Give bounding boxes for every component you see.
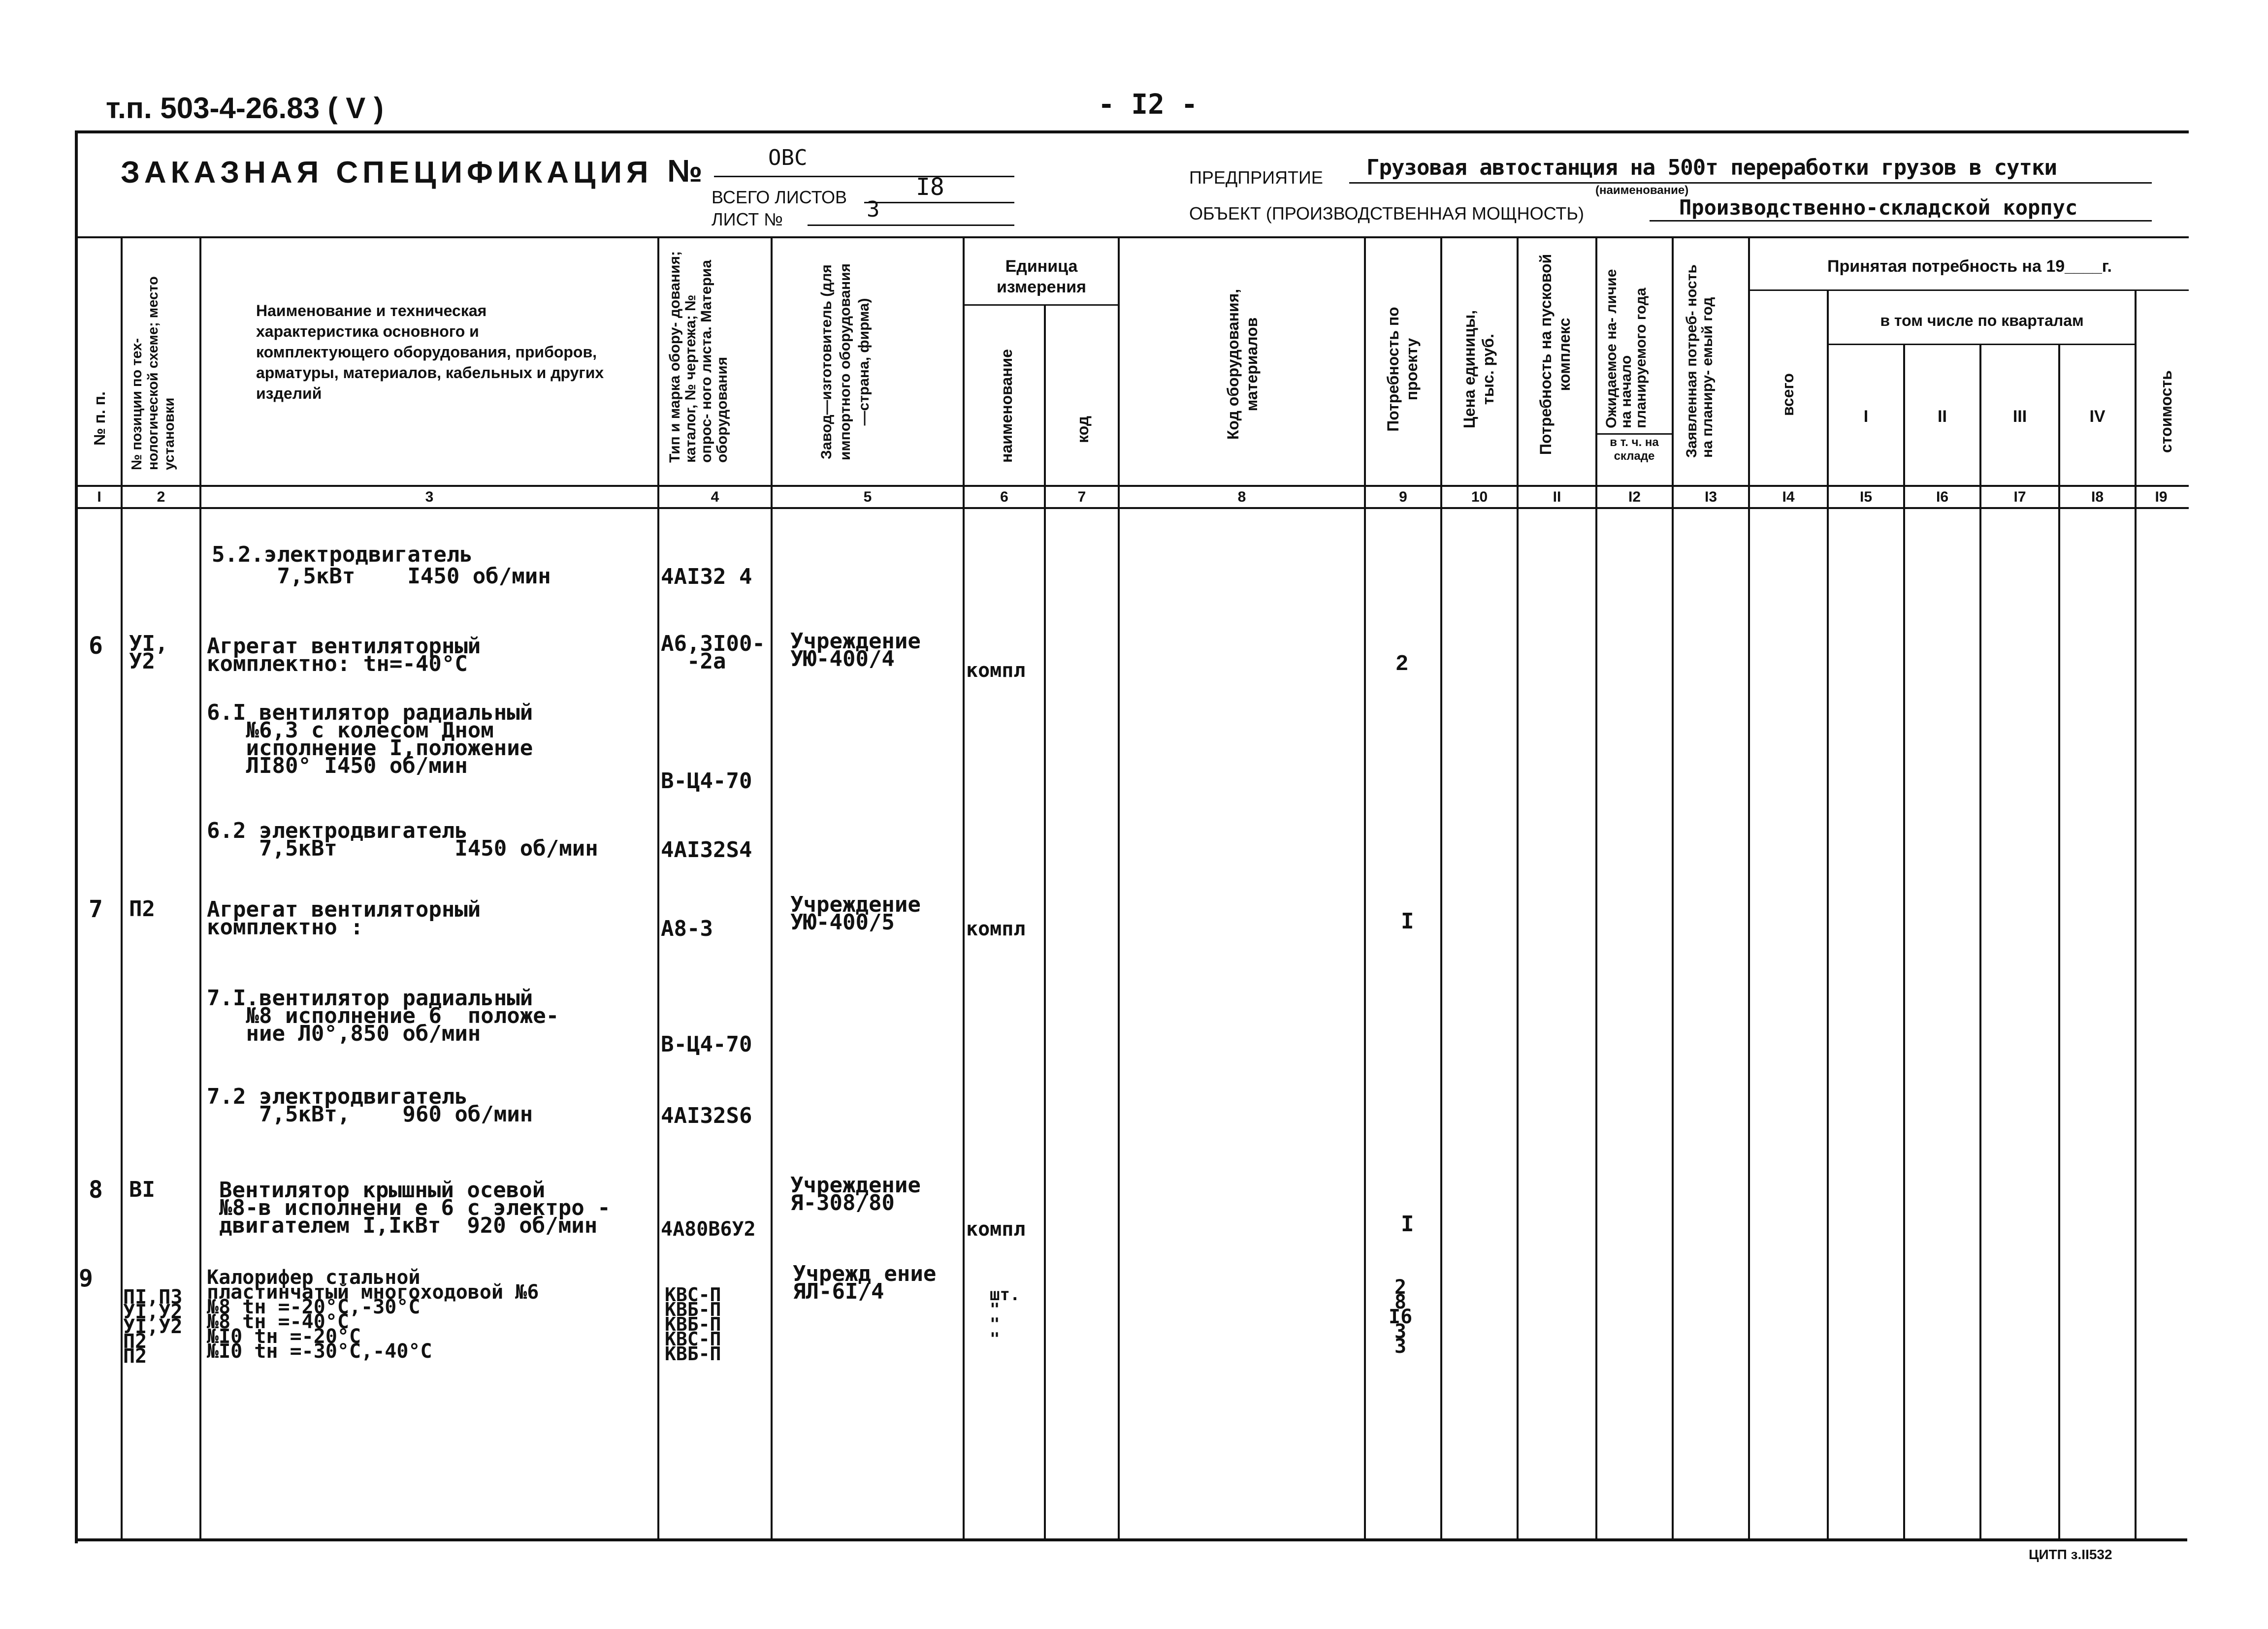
col12-sub-header: в т. ч. на складе <box>1610 436 1659 463</box>
col1-header: № п. п. <box>91 391 108 446</box>
row-6-1-name: 6.I вентилятор радиальный №6,3 с колесом Дном исполнение I,положение ЛI80° I450 об/мин <box>207 700 533 778</box>
col18-header: IV <box>2089 407 2106 426</box>
row-6-num: 6 <box>89 632 103 660</box>
sheet-value: 3 <box>867 197 880 222</box>
row-9-name: Калорифер стальной пластинчатый многоходовой №6 №8 tн =-20°С,-30°С №8 tн =-40°С №I0 tн =-20°С №I0 tн =-30°С,-40°С <box>207 1266 539 1363</box>
col-sep-16 <box>1979 345 1981 1539</box>
row-8-qty: I <box>1401 1212 1414 1237</box>
col9-header: Потребность по проекту <box>1384 307 1421 432</box>
colnum-8: 8 <box>1237 489 1246 505</box>
object-value: Производственно-складской корпус <box>1679 195 2078 220</box>
colnum-13: I3 <box>1704 489 1717 505</box>
row-7-name: Агрегат вентиляторный комплектно : <box>207 897 481 940</box>
row-7-pos: П2 <box>129 896 155 922</box>
header-bottom-rule <box>76 485 2189 487</box>
enterprise-label: ПРЕДПРИЯТИЕ <box>1189 167 1323 188</box>
row-7-qty: I <box>1401 909 1414 934</box>
total-sheets-underline <box>864 202 1014 203</box>
colnum-18: I8 <box>2091 489 2104 505</box>
col17-header: III <box>2012 407 2027 426</box>
col-sep-13 <box>1748 238 1750 1539</box>
colnum-16: I6 <box>1936 489 1949 505</box>
accepted-group-header: Принятая потребность на 19____г. <box>1827 257 2112 276</box>
row-9-type: КВС-П КВБ-П КВБ-П КВС-П КВБ-П <box>665 1284 721 1365</box>
col5-header: Завод—изготовитель (для импортного оборудования —страна, фирма) <box>818 263 872 461</box>
col14-header: всего <box>1779 373 1797 416</box>
col-sep-5 <box>963 238 965 1539</box>
colnum-19: I9 <box>2155 489 2168 505</box>
sheet-label: ЛИСТ № <box>712 209 783 229</box>
top-rule <box>76 130 2189 133</box>
unit-group-header: Единица измерения <box>997 257 1086 296</box>
colnum-3: 3 <box>425 489 434 505</box>
col-sep-1 <box>121 238 123 1539</box>
object-label: ОБЪЕКТ (ПРОИЗВОДСТВЕННАЯ МОЩНОСТЬ) <box>1189 203 1584 224</box>
colnum-2: 2 <box>157 489 165 505</box>
row-7-2-name: 7.2 электродвигатель 7,5кВт, 960 об/мин <box>207 1084 533 1127</box>
col-sep-10 <box>1517 238 1519 1539</box>
colnum-15: I5 <box>1859 489 1873 505</box>
footer-stamp: ЦИТП з.II532 <box>2029 1547 2112 1562</box>
number-label: № <box>667 153 703 189</box>
enterprise-value: Грузовая автостанция на 500т переработки грузов в сутки <box>1366 155 2057 180</box>
row-6-1-type: В-Ц4-70 <box>661 768 752 794</box>
col-sep-15 <box>1903 345 1905 1539</box>
quarters-group-header: в том числе по кварталам <box>1880 312 2084 329</box>
row-6-2-type: 4AI32S4 <box>661 837 752 862</box>
col-sep-7 <box>1118 238 1120 1539</box>
row-8-type: 4А80В6У2 <box>661 1218 756 1241</box>
colnum-9: 9 <box>1399 489 1407 505</box>
col-sep-14 <box>1827 290 1829 1539</box>
col-sep-17 <box>2058 345 2060 1539</box>
c12-sub-rule <box>1595 433 1674 435</box>
col8-header: Код оборудования, материалов <box>1224 288 1261 440</box>
row-6-2-name: 6.2 электродвигатель 7,5кВт I450 об/мин <box>207 818 598 861</box>
colnum-1: I <box>97 489 101 505</box>
colnum-11: II <box>1553 489 1561 505</box>
col6-header: наименование <box>998 349 1015 463</box>
row-8-name: Вентилятор крышный осевой №8-в исполнени е 6 с электро - двигателем I,IкВт 920 об/мин <box>219 1178 611 1238</box>
col-sep-2 <box>199 238 201 1539</box>
accepted-group-rule <box>1748 289 2189 291</box>
row-6-name: Агрегат вентиляторный комплектно: tн=-40°С <box>207 634 481 676</box>
col7-header: код <box>1074 415 1092 443</box>
col-sep-9 <box>1440 238 1442 1539</box>
row-7-num: 7 <box>89 895 103 923</box>
row-9-qty: 2 8 I6 3 3 <box>1389 1276 1413 1358</box>
row-9-unit: шт. " " " <box>990 1285 1020 1349</box>
total-sheets-value: I8 <box>916 173 944 201</box>
col19-header: стоимость <box>2157 370 2175 453</box>
row-8-maker: Учреждение Я-308/80 <box>790 1173 921 1215</box>
row-5-2-type: 4AI32 4 <box>661 564 752 589</box>
row-7-maker: Учреждение УЮ-400/5 <box>790 892 921 935</box>
col10-header: Цена единицы, тыс. руб. <box>1460 310 1497 429</box>
col3-header: Наименование и техническая характеристика основного и комплектующего оборудования, приборов, арматуры, материалов, кабельных и других изделий <box>256 302 604 402</box>
row-6-pos: УI, У2 <box>129 631 168 674</box>
colnum-10: 10 <box>1471 489 1488 505</box>
header-top-rule <box>76 236 2189 238</box>
col15-header: I <box>1863 407 1869 426</box>
number-underline <box>714 176 1014 177</box>
row-7-1-type: В-Ц4-70 <box>661 1032 752 1057</box>
numbers-bottom-rule <box>76 507 2189 509</box>
row-9-pos: ПI,П3 УI,У2 УI,У2 П2 П2 <box>123 1286 183 1368</box>
row-9-maker: Учрежд ение ЯЛ-6I/4 <box>793 1261 937 1304</box>
row-8-pos: ВI <box>129 1177 155 1202</box>
form-title: ЗАКАЗНАЯ СПЕЦИФИКАЦИЯ <box>121 156 653 190</box>
col11-header: Потребность на пусковой комплекс <box>1537 254 1573 455</box>
page-number: - I2 - <box>1098 89 1198 121</box>
col-sep-3 <box>657 238 659 1539</box>
total-sheets-label: ВСЕГО ЛИСТОВ <box>712 187 847 207</box>
naming-note: (наименование) <box>1595 184 1689 197</box>
row-7-1-name: 7.I.вентилятор радиальный №8 исполнение 6 положе- ние Л0°,850 об/мин <box>207 986 559 1046</box>
colnum-17: I7 <box>2013 489 2026 505</box>
row-8-unit: компл <box>966 1218 1026 1241</box>
col2-header: № позиции по тех- нологической схеме; место установки <box>129 276 177 470</box>
unit-group-rule <box>963 304 1120 306</box>
row-6-unit: компл <box>966 659 1026 682</box>
row-9-num: 9 <box>79 1265 93 1292</box>
table-left-border <box>75 130 78 1543</box>
enterprise-underline <box>1349 182 2152 184</box>
row-7-unit: компл <box>966 918 1026 940</box>
row-5-2-name: 5.2.электродвигатель 7,5кВт I450 об/мин <box>212 542 551 589</box>
col16-header: II <box>1938 407 1947 426</box>
table-bottom-rule <box>75 1538 2187 1541</box>
row-6-qty: 2 <box>1396 651 1408 675</box>
colnum-5: 5 <box>863 489 872 505</box>
col4-header: Тип и марка обору- дования; каталог, № чертежа; № опрос- ного листа. Материа оборудования <box>667 251 730 463</box>
row-8-num: 8 <box>89 1176 103 1204</box>
col13-header: Заявленная потреб- ность на планиру- емый год <box>1684 264 1716 458</box>
col-sep-8 <box>1364 238 1366 1539</box>
row-7-2-type: 4AI32S6 <box>661 1103 752 1128</box>
row-7-type: А8-3 <box>661 916 713 941</box>
number-value: ОВС <box>768 145 808 170</box>
col-sep-4 <box>771 238 773 1539</box>
row-6-type: А6,3I00- -2а <box>661 631 765 674</box>
object-underline <box>1650 220 2152 222</box>
doc-code: т.п. 503-4-26.83 ( V ) <box>106 92 384 125</box>
colnum-4: 4 <box>711 489 719 505</box>
colnum-6: 6 <box>1000 489 1008 505</box>
colnum-7: 7 <box>1077 489 1086 505</box>
colnum-12: I2 <box>1628 489 1641 505</box>
col-sep-18 <box>2135 290 2137 1539</box>
row-6-maker: Учреждение УЮ-400/4 <box>790 629 921 671</box>
colnum-14: I4 <box>1782 489 1795 505</box>
quarters-group-rule <box>1827 344 2137 345</box>
sheet-underline <box>808 224 1014 226</box>
col12-header: Ожидаемое на- личие на начало планируемого года <box>1603 269 1649 428</box>
